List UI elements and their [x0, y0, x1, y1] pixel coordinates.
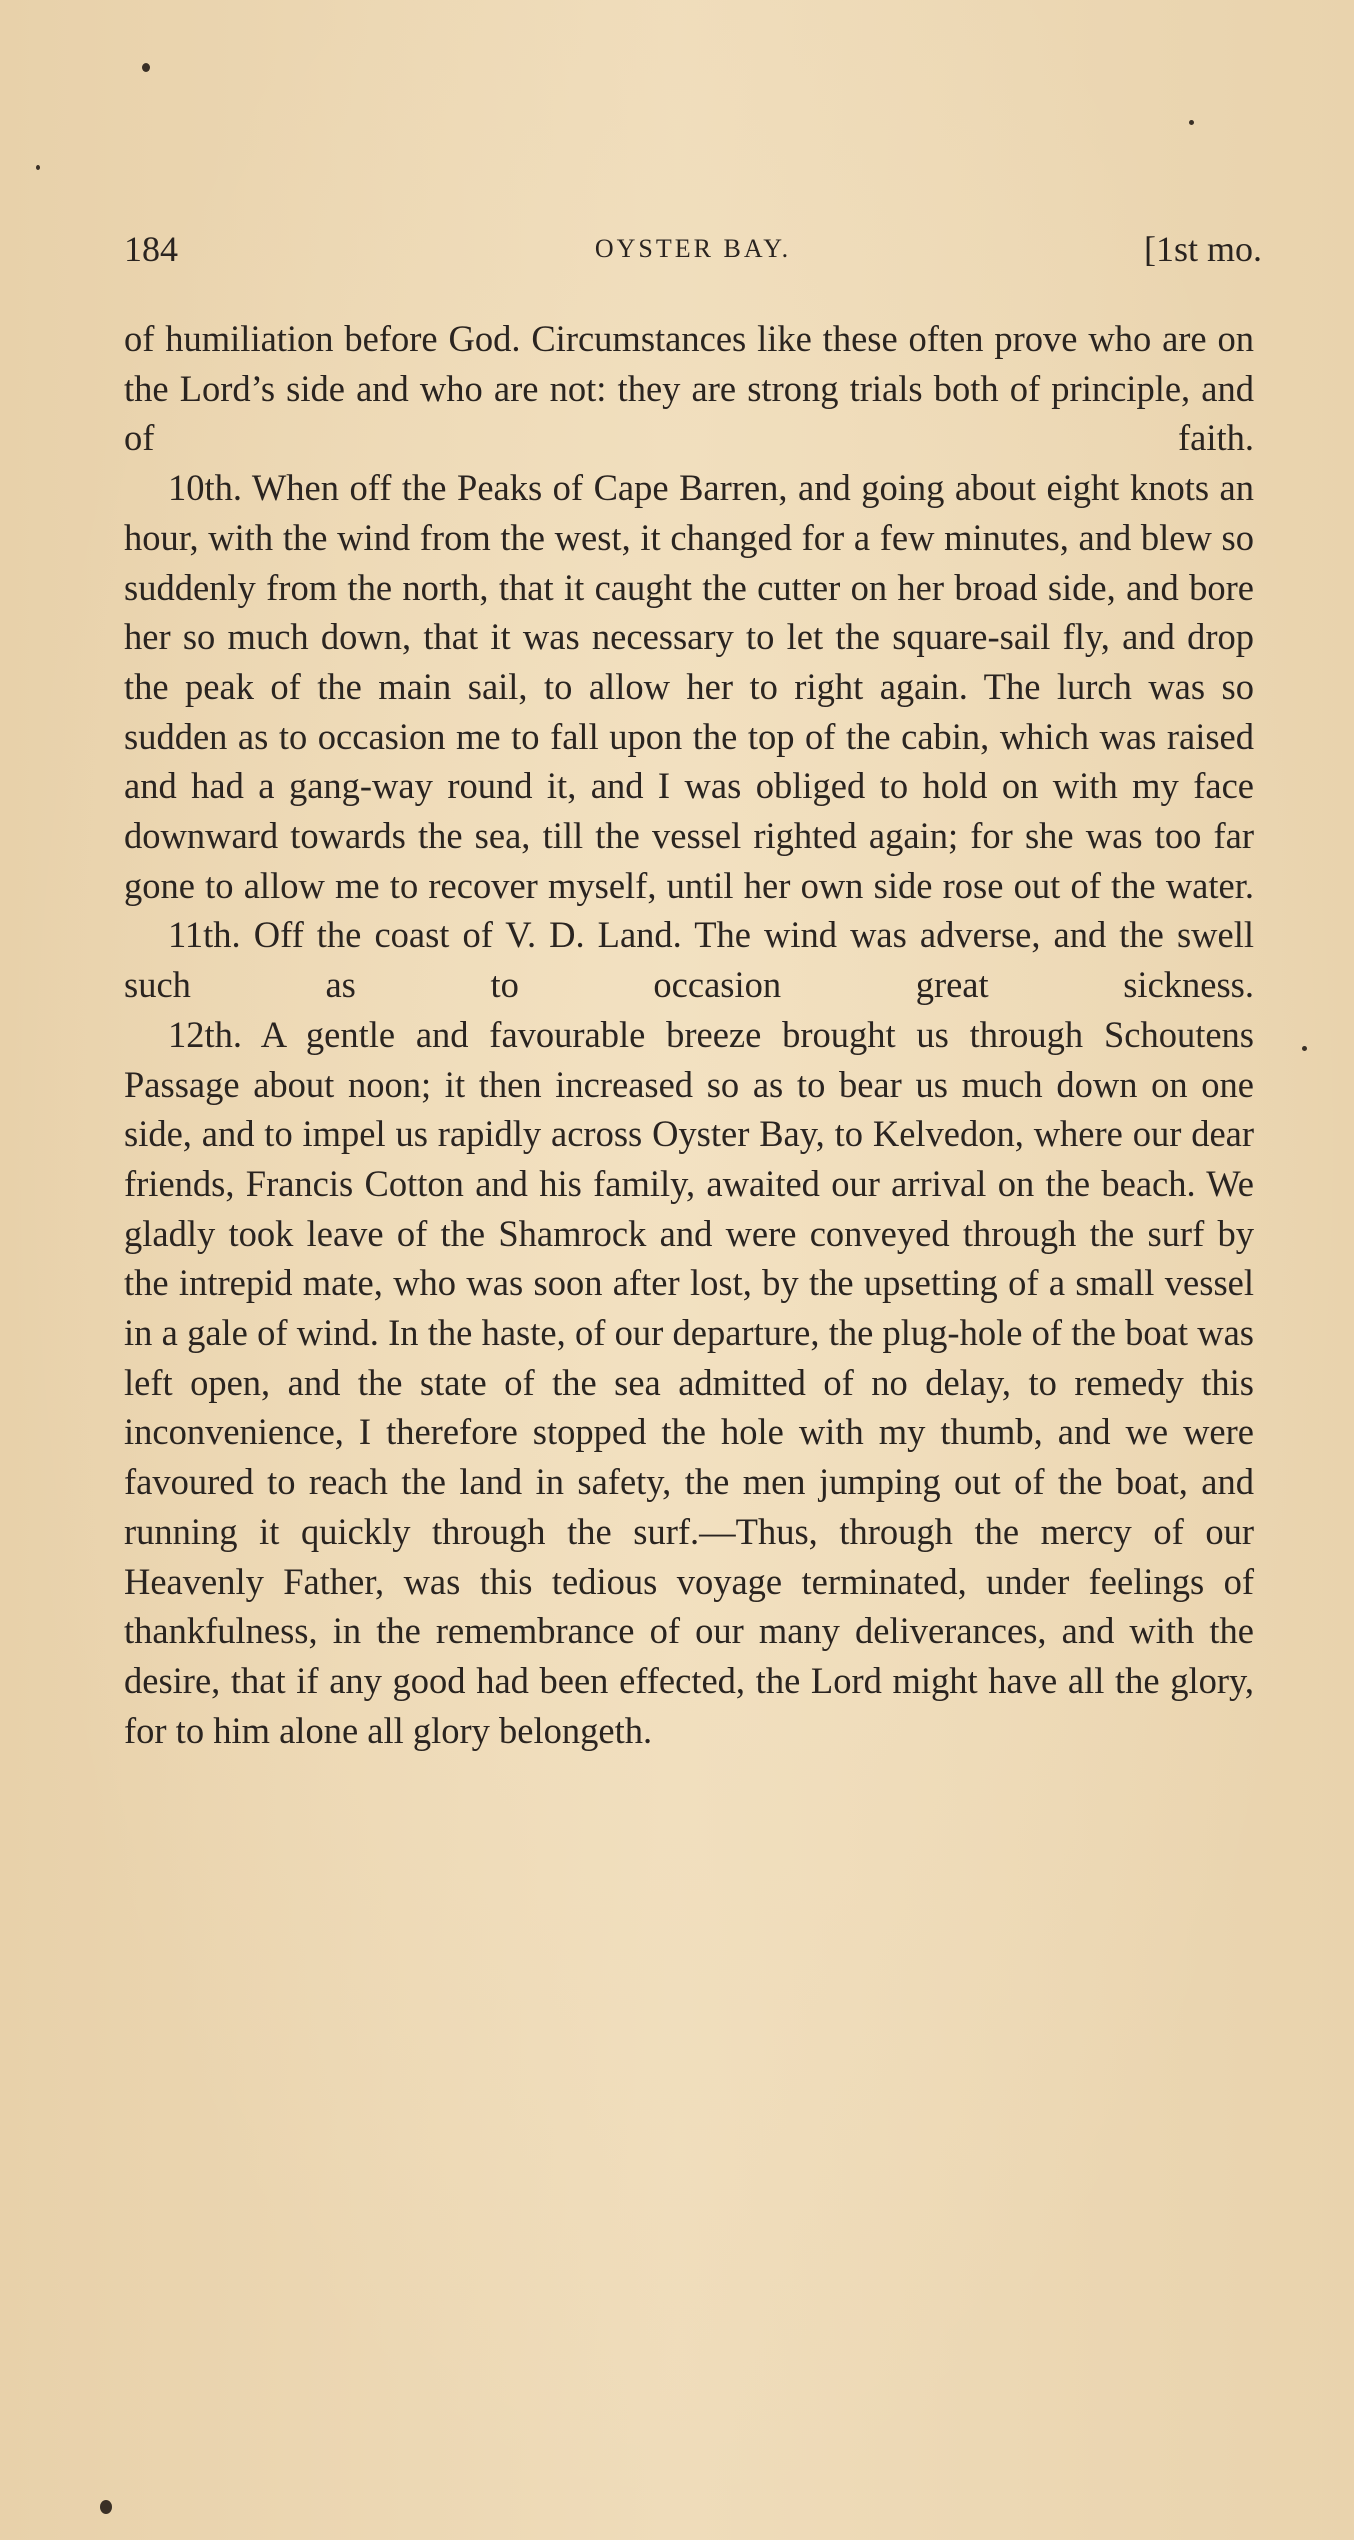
ink-speck: [36, 165, 40, 170]
month-marker: [1st mo.: [1143, 229, 1262, 269]
ink-speck: [100, 2500, 112, 2514]
page-number: 184: [124, 229, 178, 269]
paragraph-11th: 11th. Off the coast of V. D. Land. The wind was adverse, and the swell such as to occasion great sickness.: [124, 914, 1254, 1006]
paragraph-continuation: of humiliation before God. Circumstances like these often prove who are on the Lord’s side and who are not: they are strong trials both of principle, and of faith.: [124, 318, 1254, 459]
paragraph-12th: 12th. A gentle and favourable breeze brought us through Schoutens Passage about noon; it then increased so as to bear us much down on one side, and to impel us rapidly across Oyster Bay, to Kelvedon, where our dear friends, Francis Cotton and his family, awaited our arrival on the beach. We gladly took leave of the Shamrock and were conveyed through the surf by the intrepid mate, who was soon after lost, by the upsetting of a small vessel in a gale of wind. In the haste, of our departure, the plug-hole of the boat was left open, and the state of the sea admitted of no delay, to remedy this inconvenience, I therefore stopped the hole with my thumb, and we were favoured to reach the land in safety, the men jumping out of the boat, and running it quickly through the surf.—Thus, through the mercy of our Heavenly Father, was this tedious voyage terminated, under feelings of thankfulness, in the remembrance of our many deliverances, and with the desire, that if any good had been effected, the Lord might have all the glory, for to him alone all glory belongeth.: [124, 1013, 1254, 1751]
ink-speck: [1189, 120, 1194, 125]
running-head: OYSTER BAY.: [594, 234, 792, 263]
page-header: [124, 228, 1262, 276]
paragraph-10th: 10th. When off the Peaks of Cape Barren, and going about eight knots an hour, with the wind from the west, it changed for a few minutes, and blew so suddenly from the north, that it caught the cutter on her broad side, and bore her so much down, that it was necessary to let the square-sail fly, and drop the peak of the main sail, to allow her to right again. The lurch was so sudden as to occasion me to fall upon the top of the cabin, which was raised and had a gang-way round it, and I was obliged to hold on with my face downward towards the sea, till the vessel righted again; for she was too far gone to allow me to recover myself, until her own side rose out of the water.: [124, 467, 1254, 906]
ink-speck: [142, 63, 150, 72]
body-text: [124, 314, 1254, 1755]
ink-speck: [1302, 1046, 1307, 1051]
